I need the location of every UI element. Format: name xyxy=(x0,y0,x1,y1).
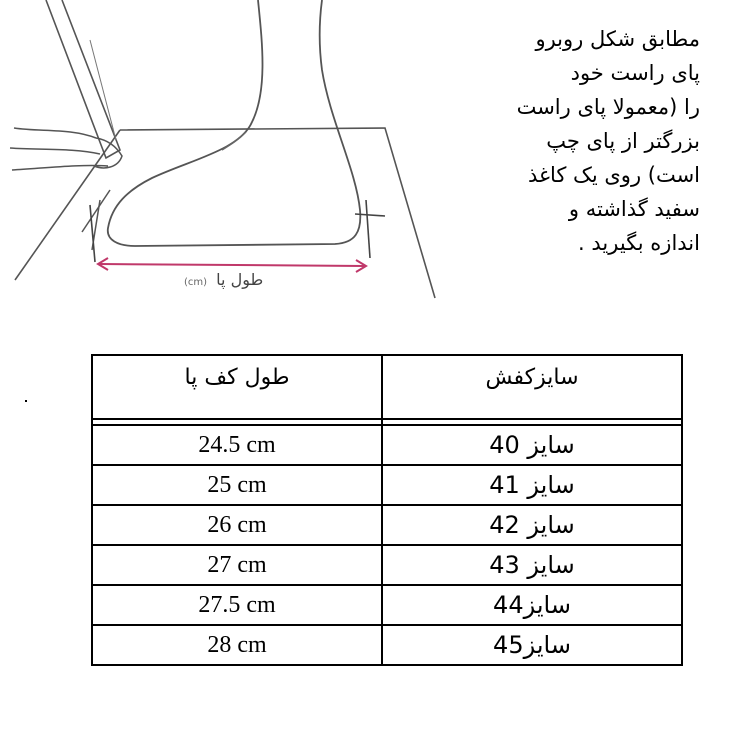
foot-outline xyxy=(108,0,361,246)
shoe-size-cell: سایز45 xyxy=(382,625,682,665)
measurement-arrow-line xyxy=(100,264,364,266)
header-shoe-size-text: سایزکفش xyxy=(485,364,579,390)
foot-length-cell: 25 cm xyxy=(92,465,382,505)
table-row xyxy=(92,505,682,545)
shoe-size-cell: سایز 43 xyxy=(382,545,682,585)
paper-sheet-outline xyxy=(120,128,435,298)
foot-length-cell: 26 cm xyxy=(92,505,382,545)
shoe-size-cell: سایز 40 xyxy=(382,425,682,465)
table-row xyxy=(92,545,682,585)
hand-outline xyxy=(10,128,122,170)
header-shoe-size xyxy=(382,355,682,419)
shoe-size-cell: سایز 41 xyxy=(382,465,682,505)
foot-measurement-illustration xyxy=(0,0,440,310)
shoe-size-cell: سایز 42 xyxy=(382,505,682,545)
foot-length-cell: 28 cm xyxy=(92,625,382,665)
stray-dot xyxy=(25,400,27,402)
header-foot-length-text: طول کف پا xyxy=(184,364,290,390)
table-row xyxy=(92,585,682,625)
table-header-row xyxy=(92,355,682,419)
foot-length-cell: 27.5 cm xyxy=(92,585,382,625)
shoe-size-cell: سایز44 xyxy=(382,585,682,625)
foot-length-label-text: طول پا xyxy=(216,270,264,289)
measurement-instructions: مطابق شکل روبرو پای راست خود را (معمولا پای راست بزرگتر از پای چپ است) روی یک کاغذ سفید گذاشته و اندازه بگیرید . xyxy=(516,27,700,255)
foot-length-label xyxy=(184,270,263,289)
table-row xyxy=(92,465,682,505)
table-row xyxy=(92,625,682,665)
size-chart-table xyxy=(91,354,683,666)
foot-length-cell: 27 cm xyxy=(92,545,382,585)
foot-length-unit: (cm) xyxy=(184,277,208,288)
table-row xyxy=(92,425,682,465)
foot-length-cell: 24.5 cm xyxy=(92,425,382,465)
tick-right xyxy=(366,200,370,258)
header-foot-length xyxy=(92,355,382,419)
